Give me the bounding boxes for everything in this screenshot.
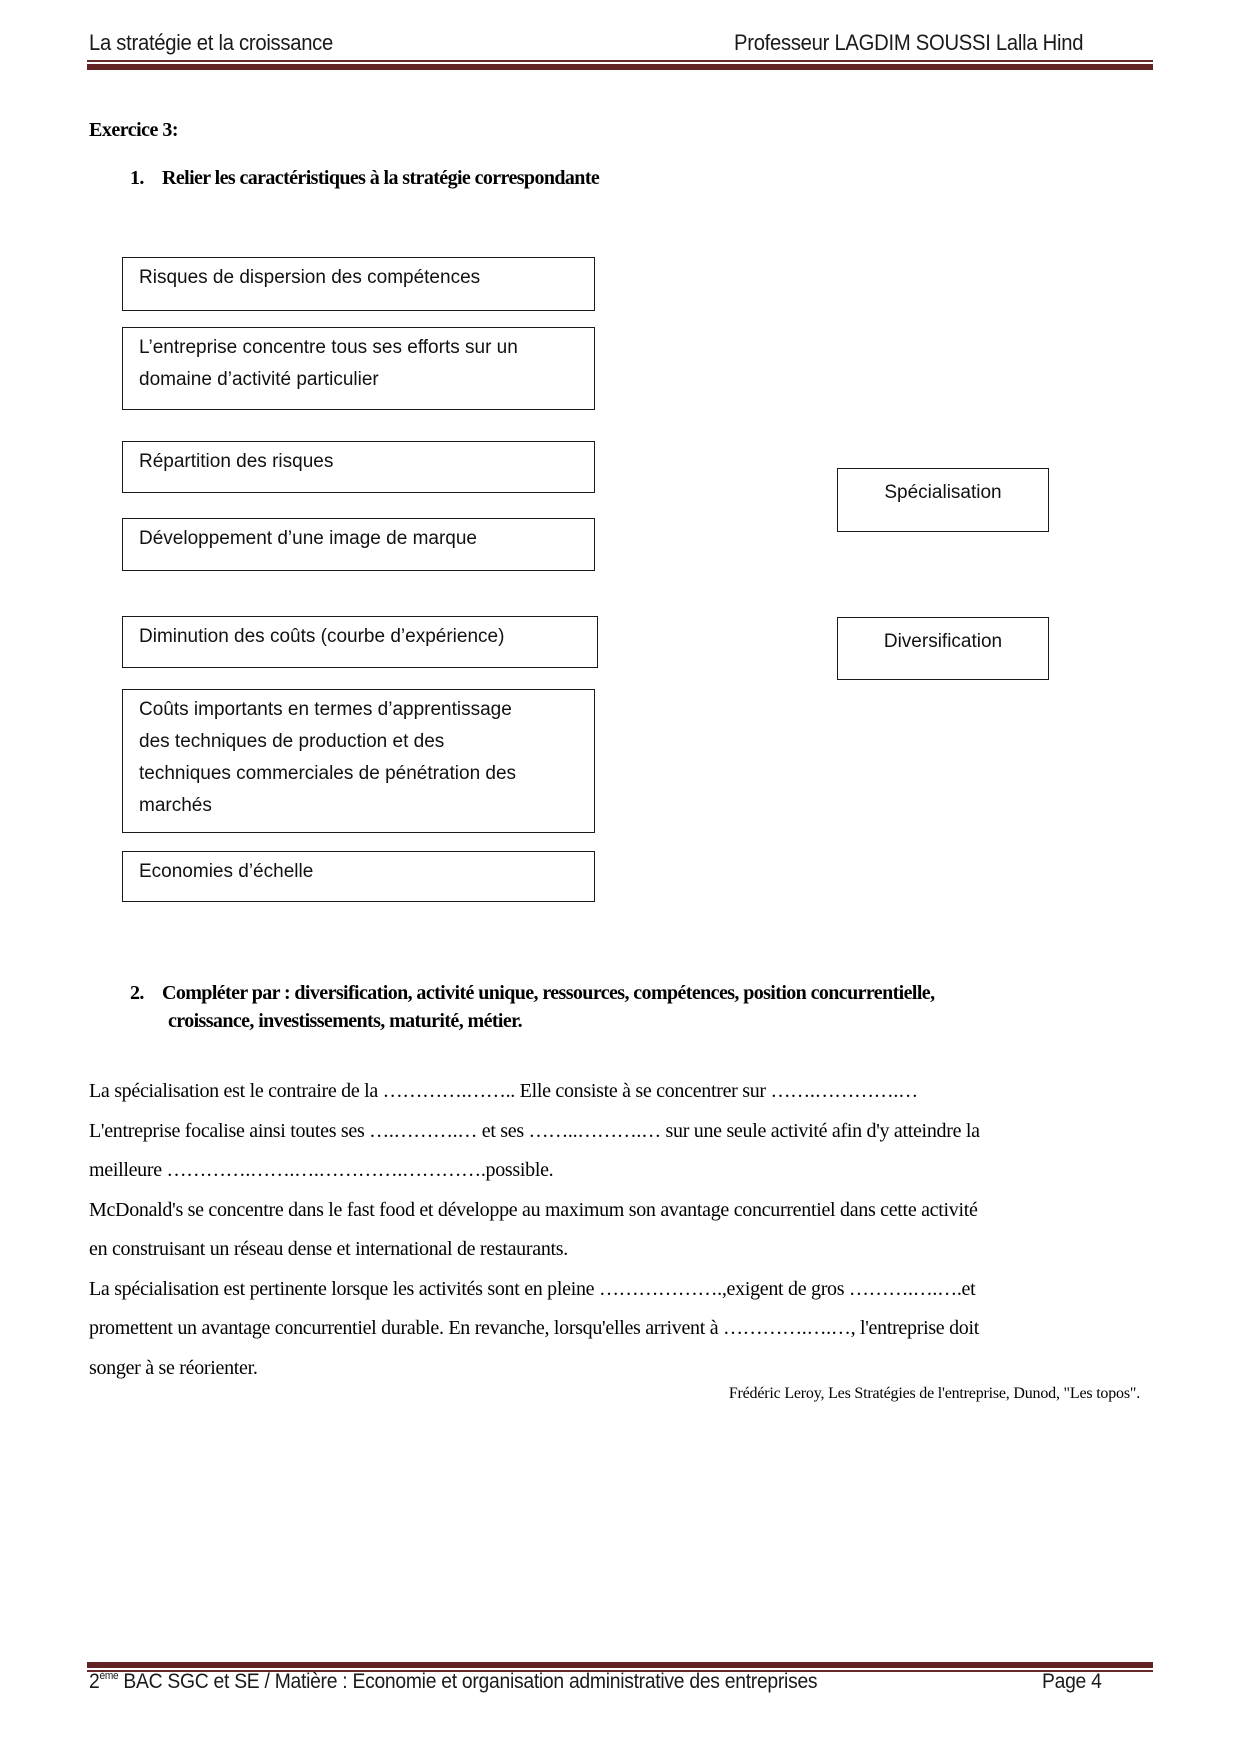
characteristic-line: Développement d’une image de marque (139, 528, 477, 549)
footer-page-number: Page 4 (1042, 1670, 1102, 1693)
question-2-line-2: croissance, investissements, maturité, métier. (168, 1010, 522, 1032)
footer-level-number: 2 (89, 1670, 100, 1693)
characteristic-box[interactable] (122, 441, 595, 493)
question-2-number: 2. (130, 982, 144, 1004)
paragraph-line: L'entreprise focalise ainsi toutes ses ….……….… et ses ……..……….… sur une seule activité afin d'y atteindre la (89, 1119, 980, 1142)
question-2-line-1: Compléter par : diversification, activité unique, ressources, compétences, position concurrentielle, (162, 982, 935, 1004)
characteristic-box[interactable] (122, 616, 598, 668)
paragraph-line: meilleure ………….…….….………….………….possible. (89, 1159, 554, 1181)
exercise-title: Exercice 3: (89, 119, 179, 141)
characteristic-line: domaine d’activité particulier (139, 369, 379, 390)
strategy-box-specialisation[interactable] (837, 468, 1049, 532)
strategy-label: Spécialisation (884, 482, 1002, 503)
question-1-text: Relier les caractéristiques à la stratégie correspondante (162, 167, 600, 189)
strategy-label: Diversification (883, 631, 1003, 652)
header-rule-thick (87, 64, 1153, 70)
header-author: Professeur LAGDIM SOUSSI Lalla Hind (734, 30, 1084, 55)
footer-course-text: BAC SGC et SE / Matière : Economie et organisation administrative des entreprises (118, 1670, 818, 1693)
characteristic-line: techniques commerciales de pénétration des (139, 763, 517, 784)
footer-rule-thick (87, 1662, 1153, 1668)
footer-level-sup: ème (99, 1670, 119, 1682)
characteristic-box[interactable] (122, 257, 595, 311)
paragraph-line: en construisant un réseau dense et international de restaurants. (89, 1238, 568, 1260)
question-2-heading (130, 979, 1150, 1035)
characteristic-line: marchés (139, 795, 212, 816)
characteristic-line: Coûts importants en termes d’apprentissage (139, 699, 512, 720)
question-1-number: 1. (130, 167, 144, 189)
characteristic-line: des techniques de production et des (139, 731, 445, 752)
paragraph-line: promettent un avantage concurrentiel durable. En revanche, lorsqu'elles arrivent à ………….….…, l'entreprise doit (89, 1317, 979, 1339)
header-title: La stratégie et la croissance (89, 30, 334, 55)
fill-in-paragraph (89, 1072, 1159, 1388)
paragraph-line: La spécialisation est le contraire de la ………….…….. Elle consiste à se concentrer sur …….………….… (89, 1080, 918, 1102)
strategy-box-diversification[interactable] (837, 617, 1049, 680)
characteristic-line: Economies d’échelle (139, 861, 314, 882)
header-rule-thin (87, 60, 1153, 62)
source-citation: Frédéric Leroy, Les Stratégies de l'entreprise, Dunod, "Les topos". (728, 1385, 1140, 1402)
characteristic-box[interactable] (122, 518, 595, 571)
characteristic-box[interactable] (122, 327, 595, 410)
question-1-heading (130, 167, 599, 190)
characteristic-line: Diminution des coûts (courbe d’expérience) (139, 626, 505, 647)
footer-course (89, 1670, 817, 1694)
characteristic-line: Répartition des risques (139, 451, 334, 472)
characteristic-box[interactable] (122, 689, 595, 833)
paragraph-line: songer à se réorienter. (89, 1356, 258, 1379)
characteristic-line: Risques de dispersion des compétences (139, 267, 481, 288)
characteristic-line: L’entreprise concentre tous ses efforts sur un (139, 337, 518, 358)
paragraph-line: McDonald's se concentre dans le fast food et développe au maximum son avantage concurrentiel dans cette activité (89, 1198, 978, 1221)
characteristic-box[interactable] (122, 851, 595, 902)
paragraph-line: La spécialisation est pertinente lorsque les activités sont en pleine ……………….,exigent de gros ……….….….et (89, 1277, 976, 1300)
